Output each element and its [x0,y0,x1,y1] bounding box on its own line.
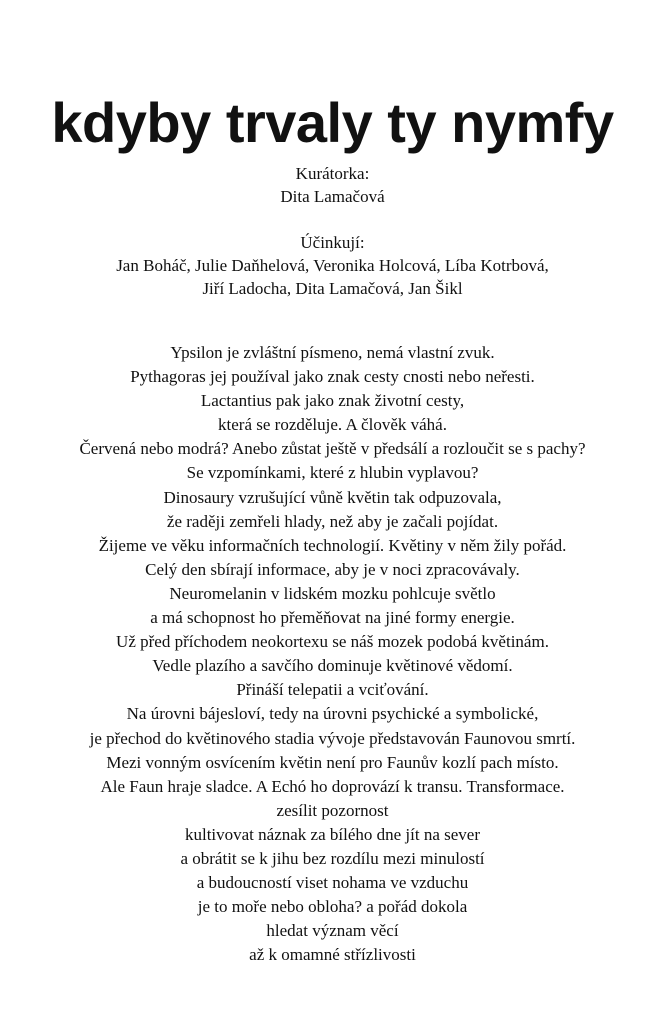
poem-line: až k omamné střízlivosti [249,945,416,965]
poem-line: Červená nebo modrá? Anebo zůstat ještě v předsálí a rozloučit se s pachy? [79,439,586,459]
poem-line: Se vzpomínkami, které z hlubin vyplavou? [186,463,479,483]
poem-line: Vedle plazího a savčího dominuje květinové vědomí. [152,656,513,676]
cast-line: Jan Boháč, Julie Daňhelová, Veronika Holcová, Líba Kotrbová, [116,256,549,275]
poem-line: zesílit pozornost [276,800,389,820]
poem-line: Neuromelanin v lidském mozku pohlcuje světlo [169,583,496,603]
poem-line: Ypsilon je zvláštní písmeno, nemá vlastní zvuk. [170,343,495,362]
poem-line: a obrátit se k jihu bez rozdílu mezi minulostí [180,848,485,868]
poem-line: je přechod do květinového stadia vývoje představován Faunovou smrtí. [89,728,576,748]
cast-block [0,231,665,300]
poem-line: je to moře nebo obloha? a pořád dokola [197,897,468,917]
poem-line: hledat význam věcí [266,921,399,941]
poem-line: Přináší telepatii a vciťování. [236,680,429,700]
poem-text [0,341,665,967]
poem-line: Dinosaury vzrušující vůně květin tak odpuzovala, [163,487,502,507]
poem-line: Žijeme ve věku informačních technologií. Květiny v něm žily pořád. [98,535,567,555]
poem-line: Už před příchodem neokortexu se náš mozek podobá květinám. [116,632,549,652]
poem-line: která se rozděluje. A člověk váhá. [218,415,447,435]
cast-label: Účinkují: [300,233,365,252]
poem-line: Ale Faun hraje sladce. A Echó ho doprovází k transu. Transformace. [100,776,565,796]
cast-line: Jiří Ladocha, Dita Lamačová, Jan Šikl [202,279,463,298]
curator-name: Dita Lamačová [280,187,385,206]
poem-line: Celý den sbírají informace, aby je v noci zpracovávaly. [145,559,520,579]
poem-line: Lactantius pak jako znak životní cesty, [200,391,465,411]
credits [0,162,665,300]
poem-line: kultivovat náznak za bílého dne jít na sever [184,824,481,844]
page-title: kdyby trvaly ty nymfy [51,90,614,154]
curator-block [0,162,665,208]
curator-label: Kurátorka: [295,164,370,183]
poem-line: Pythagoras jej používal jako znak cesty cnosti nebo neřesti. [130,367,535,387]
poem-line: Mezi vonným osvícením květin není pro Faunův kozlí pach místo. [106,752,559,772]
poem-line: Na úrovni bájesloví, tedy na úrovni psychické a symbolické, [126,704,539,724]
poem-line: že raději zemřeli hlady, než aby je začali pojídat. [166,511,499,531]
poem-line: a budoucností viset nohama ve vzduchu [196,873,469,893]
poem-line: a má schopnost ho přeměňovat na jiné formy energie. [150,608,515,628]
